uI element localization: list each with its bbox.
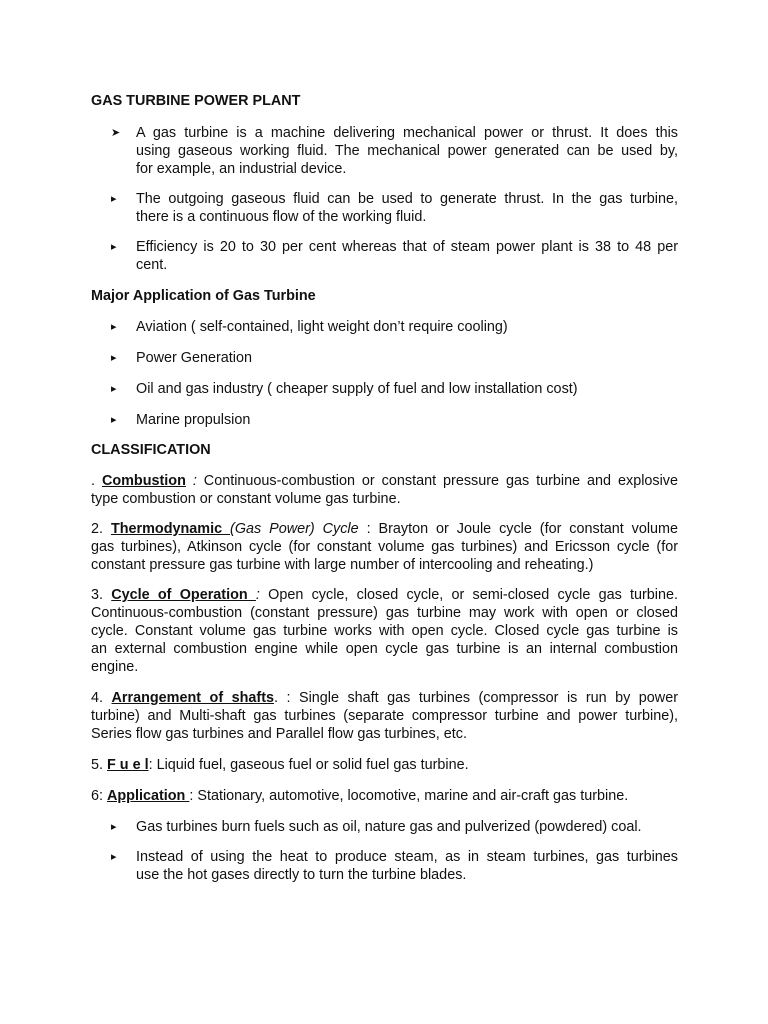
arrow-bullet-icon: ➤ xyxy=(111,127,121,139)
text-line: there is a continuous flow of the working fluid. xyxy=(136,209,427,225)
item-term: Application xyxy=(107,788,190,804)
text-line: Liquid fuel, gaseous fuel or solid fuel gas turbine. xyxy=(156,757,469,773)
item-separator: : xyxy=(358,521,379,537)
text-line: cycle. Constant volume gas turbine works with open cycle. Closed cycle gas turbine is xyxy=(91,623,678,639)
text-line: A gas turbine is a machine delivering mechanical power or thrust. It does this xyxy=(136,125,678,141)
classification-item xyxy=(91,787,678,805)
item-number: 3. xyxy=(91,587,112,603)
classification-item xyxy=(91,756,678,774)
text-line: for example, an industrial device. xyxy=(136,161,347,177)
item-separator: : xyxy=(185,473,204,489)
text-line: Single shaft gas turbines (compressor is run by power xyxy=(298,690,678,706)
text-line: Stationary, automotive, locomotive, marine and air-craft gas turbine. xyxy=(197,788,629,804)
text-line: an external combustion engine while open cycle gas turbine is an internal combustion xyxy=(91,641,678,657)
text-line: using gaseous working fluid. The mechanical power generated can be used by, xyxy=(136,143,678,159)
item-separator: : xyxy=(255,587,269,603)
triangle-bullet-icon: ▸ xyxy=(111,193,117,205)
text-line: Efficiency is 20 to 30 per cent whereas that of steam power plant is 38 to 48 per xyxy=(136,239,678,255)
item-term: Thermodynamic xyxy=(110,521,231,537)
text-line: Instead of using the heat to produce steam, as in steam turbines, gas turbines xyxy=(136,849,678,865)
text-line: use the hot gases directly to turn the turbine blades. xyxy=(136,867,467,883)
item-number: 2. xyxy=(91,521,111,537)
applications-heading: Major Application of Gas Turbine xyxy=(91,288,316,304)
text-line: Continuous-combustion or constant pressure gas turbine and explosive xyxy=(203,473,679,489)
page-title: GAS TURBINE POWER PLANT xyxy=(91,93,301,109)
text-line: Aviation ( self-contained, light weight don’t require cooling) xyxy=(136,319,508,335)
item-number: 4. xyxy=(91,690,112,706)
text-line: turbine) and Multi-shaft gas turbines (separate compressor turbine and power turbine), xyxy=(91,708,678,724)
text-line: Power Generation xyxy=(136,350,252,366)
text-line: type combustion or constant volume gas turbine. xyxy=(91,491,401,507)
text-line: Oil and gas industry ( cheaper supply of fuel and low installation cost) xyxy=(136,381,578,397)
triangle-bullet-icon: ▸ xyxy=(111,352,117,364)
classification-item xyxy=(91,520,678,574)
triangle-bullet-icon: ▸ xyxy=(111,383,117,395)
item-term: Cycle of Operation xyxy=(111,587,256,603)
text-line: Open cycle, closed cycle, or semi-closed cycle gas turbine. xyxy=(268,587,679,603)
item-number: 5. xyxy=(91,757,107,773)
text-line: cent. xyxy=(136,257,168,273)
text-line: constant pressure gas turbine with large number of intercooling and reheating.) xyxy=(91,557,594,573)
text-line: gas turbines), Atkinson cycle (for constant volume gas turbines) and Ericsson cycle (for xyxy=(91,539,678,555)
item-number: 6: xyxy=(91,788,107,804)
text-line: Marine propulsion xyxy=(136,412,251,428)
item-separator: : xyxy=(189,788,198,804)
text-line: engine. xyxy=(91,659,139,675)
item-separator: : xyxy=(148,757,157,773)
text-line: Gas turbines burn fuels such as oil, nature gas and pulverized (powdered) coal. xyxy=(136,819,642,835)
text-line: Brayton or Joule cycle (for constant volume xyxy=(378,521,679,537)
classification-heading: CLASSIFICATION xyxy=(91,442,211,458)
item-separator: . : xyxy=(274,690,299,706)
triangle-bullet-icon: ▸ xyxy=(111,851,117,863)
triangle-bullet-icon: ▸ xyxy=(111,821,117,833)
triangle-bullet-icon: ▸ xyxy=(111,321,117,333)
classification-item xyxy=(91,472,678,508)
triangle-bullet-icon: ▸ xyxy=(111,414,117,426)
text-line: The outgoing gaseous fluid can be used to generate thrust. In the gas turbine, xyxy=(136,191,678,207)
classification-item xyxy=(91,689,678,743)
item-number: . xyxy=(91,473,102,489)
classification-item xyxy=(91,586,678,676)
item-term-italic: (Gas Power) Cycle xyxy=(230,521,359,537)
text-line: Continuous-combustion (constant pressure) gas turbine may work with open or closed xyxy=(91,605,678,621)
triangle-bullet-icon: ▸ xyxy=(111,241,117,253)
item-term: F u e l xyxy=(107,757,149,773)
item-term: Combustion xyxy=(101,473,186,489)
item-term: Arrangement of shafts xyxy=(111,690,274,706)
text-line: Series flow gas turbines and Parallel flow gas turbines, etc. xyxy=(91,726,467,742)
